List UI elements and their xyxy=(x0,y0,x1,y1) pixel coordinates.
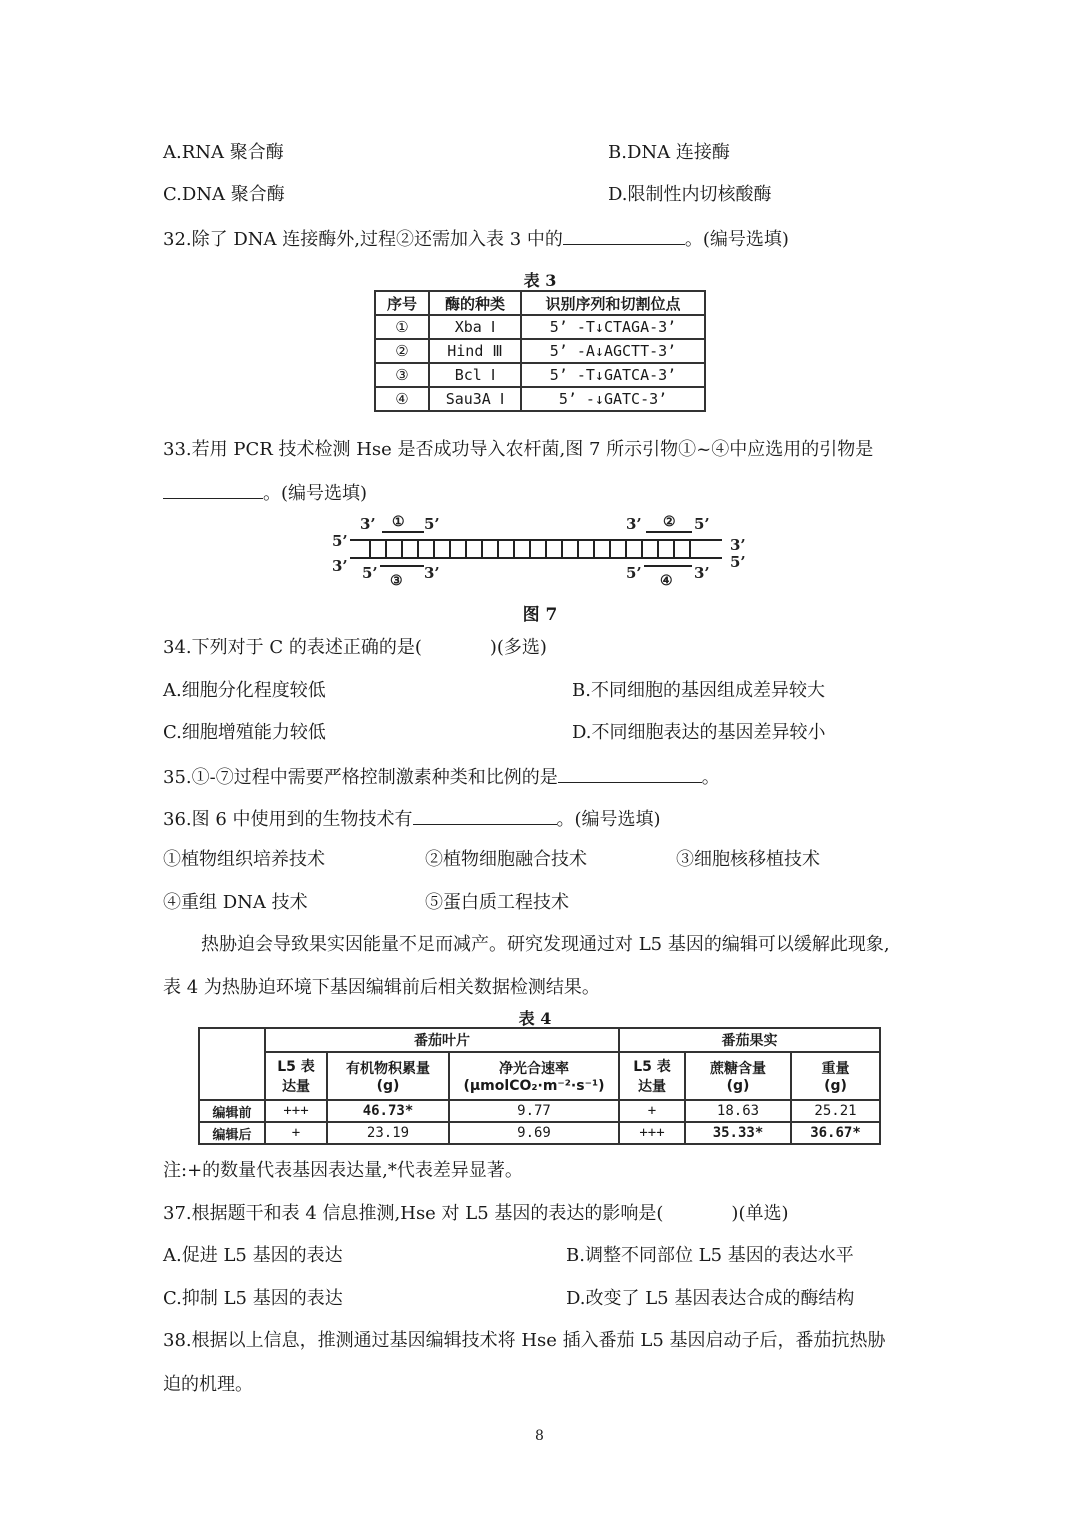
table4-header-line: L5 表 xyxy=(633,1059,671,1075)
fig7-primer4-3end: 3’ xyxy=(694,564,710,582)
q34-option-d: D.不同细胞表达的基因差异较小 xyxy=(572,722,826,743)
fig7-base-pairs xyxy=(370,540,690,558)
q31-option-d: D.限制性内切核酸酶 xyxy=(608,184,772,205)
table4-cell: + xyxy=(619,1100,685,1122)
table4-header-line: (g) xyxy=(726,1078,750,1094)
fig7-primer4-label: ④ xyxy=(660,573,673,589)
q36-option-4: ④重组 DNA 技术 xyxy=(163,892,308,913)
table3-cell: ① xyxy=(375,315,429,339)
fig7-primer3-3end: 3’ xyxy=(424,564,440,582)
table4-header-leaf-l5 xyxy=(265,1052,327,1100)
table4-row-label: 编辑后 xyxy=(199,1122,265,1144)
fig7-primer2-5end: 5’ xyxy=(694,515,710,533)
q36-option-3: ③细胞核移植技术 xyxy=(676,849,820,870)
table3-cell: 5’ -A↓AGCTT-3’ xyxy=(521,339,705,363)
table3-cell: Xba Ⅰ xyxy=(429,315,521,339)
passage-line1: 热胁迫会导致果实因能量不足而减产。研究发现通过对 L5 基因的编辑可以缓解此现象, xyxy=(201,934,890,955)
q38-line2: 迫的机理。 xyxy=(163,1374,253,1395)
table3-cell: Bcl Ⅰ xyxy=(429,363,521,387)
q36-option-5: ⑤蛋白质工程技术 xyxy=(425,892,569,913)
table4-header-line: 净光合速率 xyxy=(499,1061,569,1077)
table4-header-fruit-l5 xyxy=(619,1052,685,1100)
table4-header-line: 达量 xyxy=(282,1079,310,1095)
table-row xyxy=(199,1100,880,1122)
table3-cell: Sau3A Ⅰ xyxy=(429,387,521,411)
fig7-primer2-3end: 3’ xyxy=(626,515,642,533)
table4-cell: 46.73* xyxy=(327,1100,449,1122)
q33-suffix: 。(编号选填) xyxy=(263,483,368,504)
q35-suffix: 。 xyxy=(701,767,720,788)
q35-text: 35.①-⑦过程中需要严格控制激素种类和比例的是 xyxy=(163,767,558,788)
q32-text: 32.除了 DNA 连接酶外,过程②还需加入表 3 中的 xyxy=(163,229,563,250)
table4-group-leaf: 番茄叶片 xyxy=(265,1028,619,1052)
page-number: 8 xyxy=(535,1428,544,1444)
fig7-primer1-5end: 5’ xyxy=(424,515,440,533)
table3-header-enzyme: 酶的种类 xyxy=(429,291,521,315)
table3-caption: 表 3 xyxy=(523,271,557,290)
table4-header-line: 达量 xyxy=(638,1079,666,1095)
table4-header-line: 重量 xyxy=(821,1061,850,1077)
q35-question xyxy=(163,764,720,790)
q36-option-1: ①植物组织培养技术 xyxy=(163,849,325,870)
table4-cell: +++ xyxy=(265,1100,327,1122)
q34-stem: 34.下列对于 C 的表述正确的是( xyxy=(163,637,422,658)
table4-header-line: (g) xyxy=(376,1078,400,1094)
fig7-primer2-label: ② xyxy=(663,514,676,530)
fig7-bottom-left-3: 3’ xyxy=(332,557,348,575)
q37-option-c: C.抑制 L5 基因的表达 xyxy=(163,1288,343,1309)
q31-option-c: C.DNA 聚合酶 xyxy=(163,184,285,205)
q34-option-b: B.不同细胞的基因组成差异较大 xyxy=(572,680,825,701)
q36-suffix: 。(编号选填) xyxy=(556,809,661,830)
table3-header-row xyxy=(375,291,705,315)
table3-cell: 5’ -↓GATC-3’ xyxy=(521,387,705,411)
table3-cell: 5’ -T↓CTAGA-3’ xyxy=(521,315,705,339)
table3-header-site: 识别序列和切割位点 xyxy=(521,291,705,315)
q34-question xyxy=(163,636,547,660)
table-row xyxy=(199,1122,880,1144)
fig7-primer1-3end: 3’ xyxy=(360,515,376,533)
table3-cell: ④ xyxy=(375,387,429,411)
q37-option-a: A.促进 L5 基因的表达 xyxy=(163,1245,343,1266)
q33-line2 xyxy=(163,480,367,506)
table4-header-line: L5 表 xyxy=(277,1059,315,1075)
table3 xyxy=(374,290,706,412)
table4-cell: 23.19 xyxy=(327,1122,449,1144)
q34-option-c: C.细胞增殖能力较低 xyxy=(163,722,326,743)
table3-cell: 5’ -T↓GATCA-3’ xyxy=(521,363,705,387)
figure7-diagram xyxy=(320,510,760,595)
table4-header-organic xyxy=(327,1052,449,1100)
table4-header-line: 蔗糖含量 xyxy=(710,1061,766,1077)
table4-cell: + xyxy=(265,1122,327,1144)
q37-question xyxy=(163,1202,789,1226)
table4-row-label: 编辑前 xyxy=(199,1100,265,1122)
q38-line1: 38.根据以上信息，推测通过基因编辑技术将 Hse 插入番茄 L5 基因启动子后，番茄抗热胁 xyxy=(163,1330,886,1351)
table4-cell: 18.63 xyxy=(685,1100,791,1122)
fig7-bottom-right-5: 5’ xyxy=(730,553,746,571)
q33-answer-blank[interactable] xyxy=(163,480,263,499)
table4-header-row xyxy=(199,1052,880,1100)
q37-stem: 37.根据题干和表 4 信息推测,Hse 对 L5 基因的表达的影响是( xyxy=(163,1203,664,1224)
table4-caption: 表 4 xyxy=(518,1009,552,1028)
fig7-primer3-5end: 5’ xyxy=(362,564,378,582)
table4-cell: 9.77 xyxy=(449,1100,619,1122)
table4-header-weight xyxy=(791,1052,880,1100)
table4-header-line: (μmolCO₂·m⁻²·s⁻¹) xyxy=(463,1078,605,1094)
table4-cell: 36.67* xyxy=(791,1122,880,1144)
passage-line2: 表 4 为热胁迫环境下基因编辑前后相关数据检测结果。 xyxy=(163,977,600,998)
fig7-primer4-5end: 5’ xyxy=(626,564,642,582)
table4-header-photosynthesis xyxy=(449,1052,619,1100)
fig7-primer1-label: ① xyxy=(392,514,405,530)
fig7-primer3-label: ③ xyxy=(390,573,403,589)
table4 xyxy=(198,1027,881,1145)
q36-question xyxy=(163,806,661,832)
table4-corner-cell xyxy=(199,1028,265,1100)
q37-option-d: D.改变了 L5 基因表达合成的酶结构 xyxy=(566,1288,855,1309)
q36-text: 36.图 6 中使用到的生物技术有 xyxy=(163,809,413,830)
q34-close: )(多选) xyxy=(489,637,547,658)
table4-group-row xyxy=(199,1028,880,1052)
table4-cell: 25.21 xyxy=(791,1100,880,1122)
q33-line1: 33.若用 PCR 技术检测 Hse 是否成功导入农杆菌,图 7 所示引物①~④中应选用的引物是 xyxy=(163,439,874,460)
q31-option-a: A.RNA 聚合酶 xyxy=(163,142,284,163)
table4-header-line: (g) xyxy=(824,1078,847,1094)
q36-option-2: ②植物细胞融合技术 xyxy=(425,849,587,870)
q32-question xyxy=(163,226,789,252)
q35-answer-blank[interactable] xyxy=(558,764,702,783)
table3-cell: ② xyxy=(375,339,429,363)
q32-suffix: 。(编号选填) xyxy=(684,229,789,250)
figure7-caption: 图 7 xyxy=(522,605,558,625)
table-row xyxy=(375,387,705,411)
table-row xyxy=(375,363,705,387)
q37-option-b: B.调整不同部位 L5 基因的表达水平 xyxy=(566,1245,854,1266)
table4-cell: 35.33* xyxy=(685,1122,791,1144)
q32-answer-blank[interactable] xyxy=(563,226,685,245)
q31-option-b: B.DNA 连接酶 xyxy=(608,142,730,163)
fig7-top-left-5: 5’ xyxy=(332,532,348,550)
table3-cell: ③ xyxy=(375,363,429,387)
table4-header-sucrose xyxy=(685,1052,791,1100)
table4-header-line: 有机物积累量 xyxy=(346,1061,430,1077)
table-row xyxy=(375,315,705,339)
table4-note: 注:+的数量代表基因表达量,*代表差异显著。 xyxy=(163,1160,523,1181)
table4-cell: 9.69 xyxy=(449,1122,619,1144)
table4-cell: +++ xyxy=(619,1122,685,1144)
table-row xyxy=(375,339,705,363)
table4-group-fruit: 番茄果实 xyxy=(619,1028,880,1052)
q34-option-a: A.细胞分化程度较低 xyxy=(163,680,326,701)
table3-cell: Hind Ⅲ xyxy=(429,339,521,363)
fig7-top-right-3: 3’ xyxy=(730,536,746,554)
q37-close: )(单选) xyxy=(731,1203,789,1224)
table3-header-index: 序号 xyxy=(375,291,429,315)
q36-answer-blank[interactable] xyxy=(413,806,557,825)
